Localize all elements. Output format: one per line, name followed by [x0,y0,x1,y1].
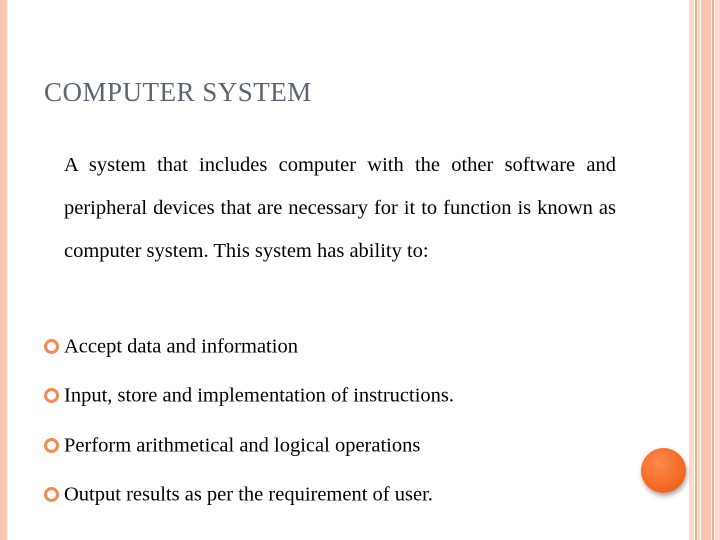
left-decorative-stripe [0,0,7,540]
list-item [44,372,644,422]
right-stripe [712,0,714,540]
list-item [44,322,644,372]
intro-paragraph: A system that includes computer with the other software and peripheral devices that are necessary for it to function is known as computer system. This system has ability to: [64,154,616,262]
slide-title: COMPUTER SYSTEM [44,77,312,107]
right-decorative-stripes [689,0,720,540]
bullet-text: Perform arithmetical and logical operations [64,434,421,457]
right-stripe [689,0,694,540]
ring-bullet-icon [44,339,59,354]
bullet-text: Input, store and implementation of instructions. [64,384,455,407]
list-item [44,471,644,521]
right-stripe [698,0,700,540]
list-item [44,421,644,471]
right-stripe [715,0,720,540]
right-stripe [701,0,711,540]
ring-bullet-icon [44,487,59,502]
decorative-orange-circle [641,448,686,493]
ring-bullet-icon [44,388,59,403]
bullet-text: Accept data and information [64,335,298,358]
bullet-list [44,322,644,520]
ring-bullet-icon [44,438,59,453]
bullet-text: Output results as per the requirement of user. [64,483,433,506]
right-stripe [695,0,697,540]
